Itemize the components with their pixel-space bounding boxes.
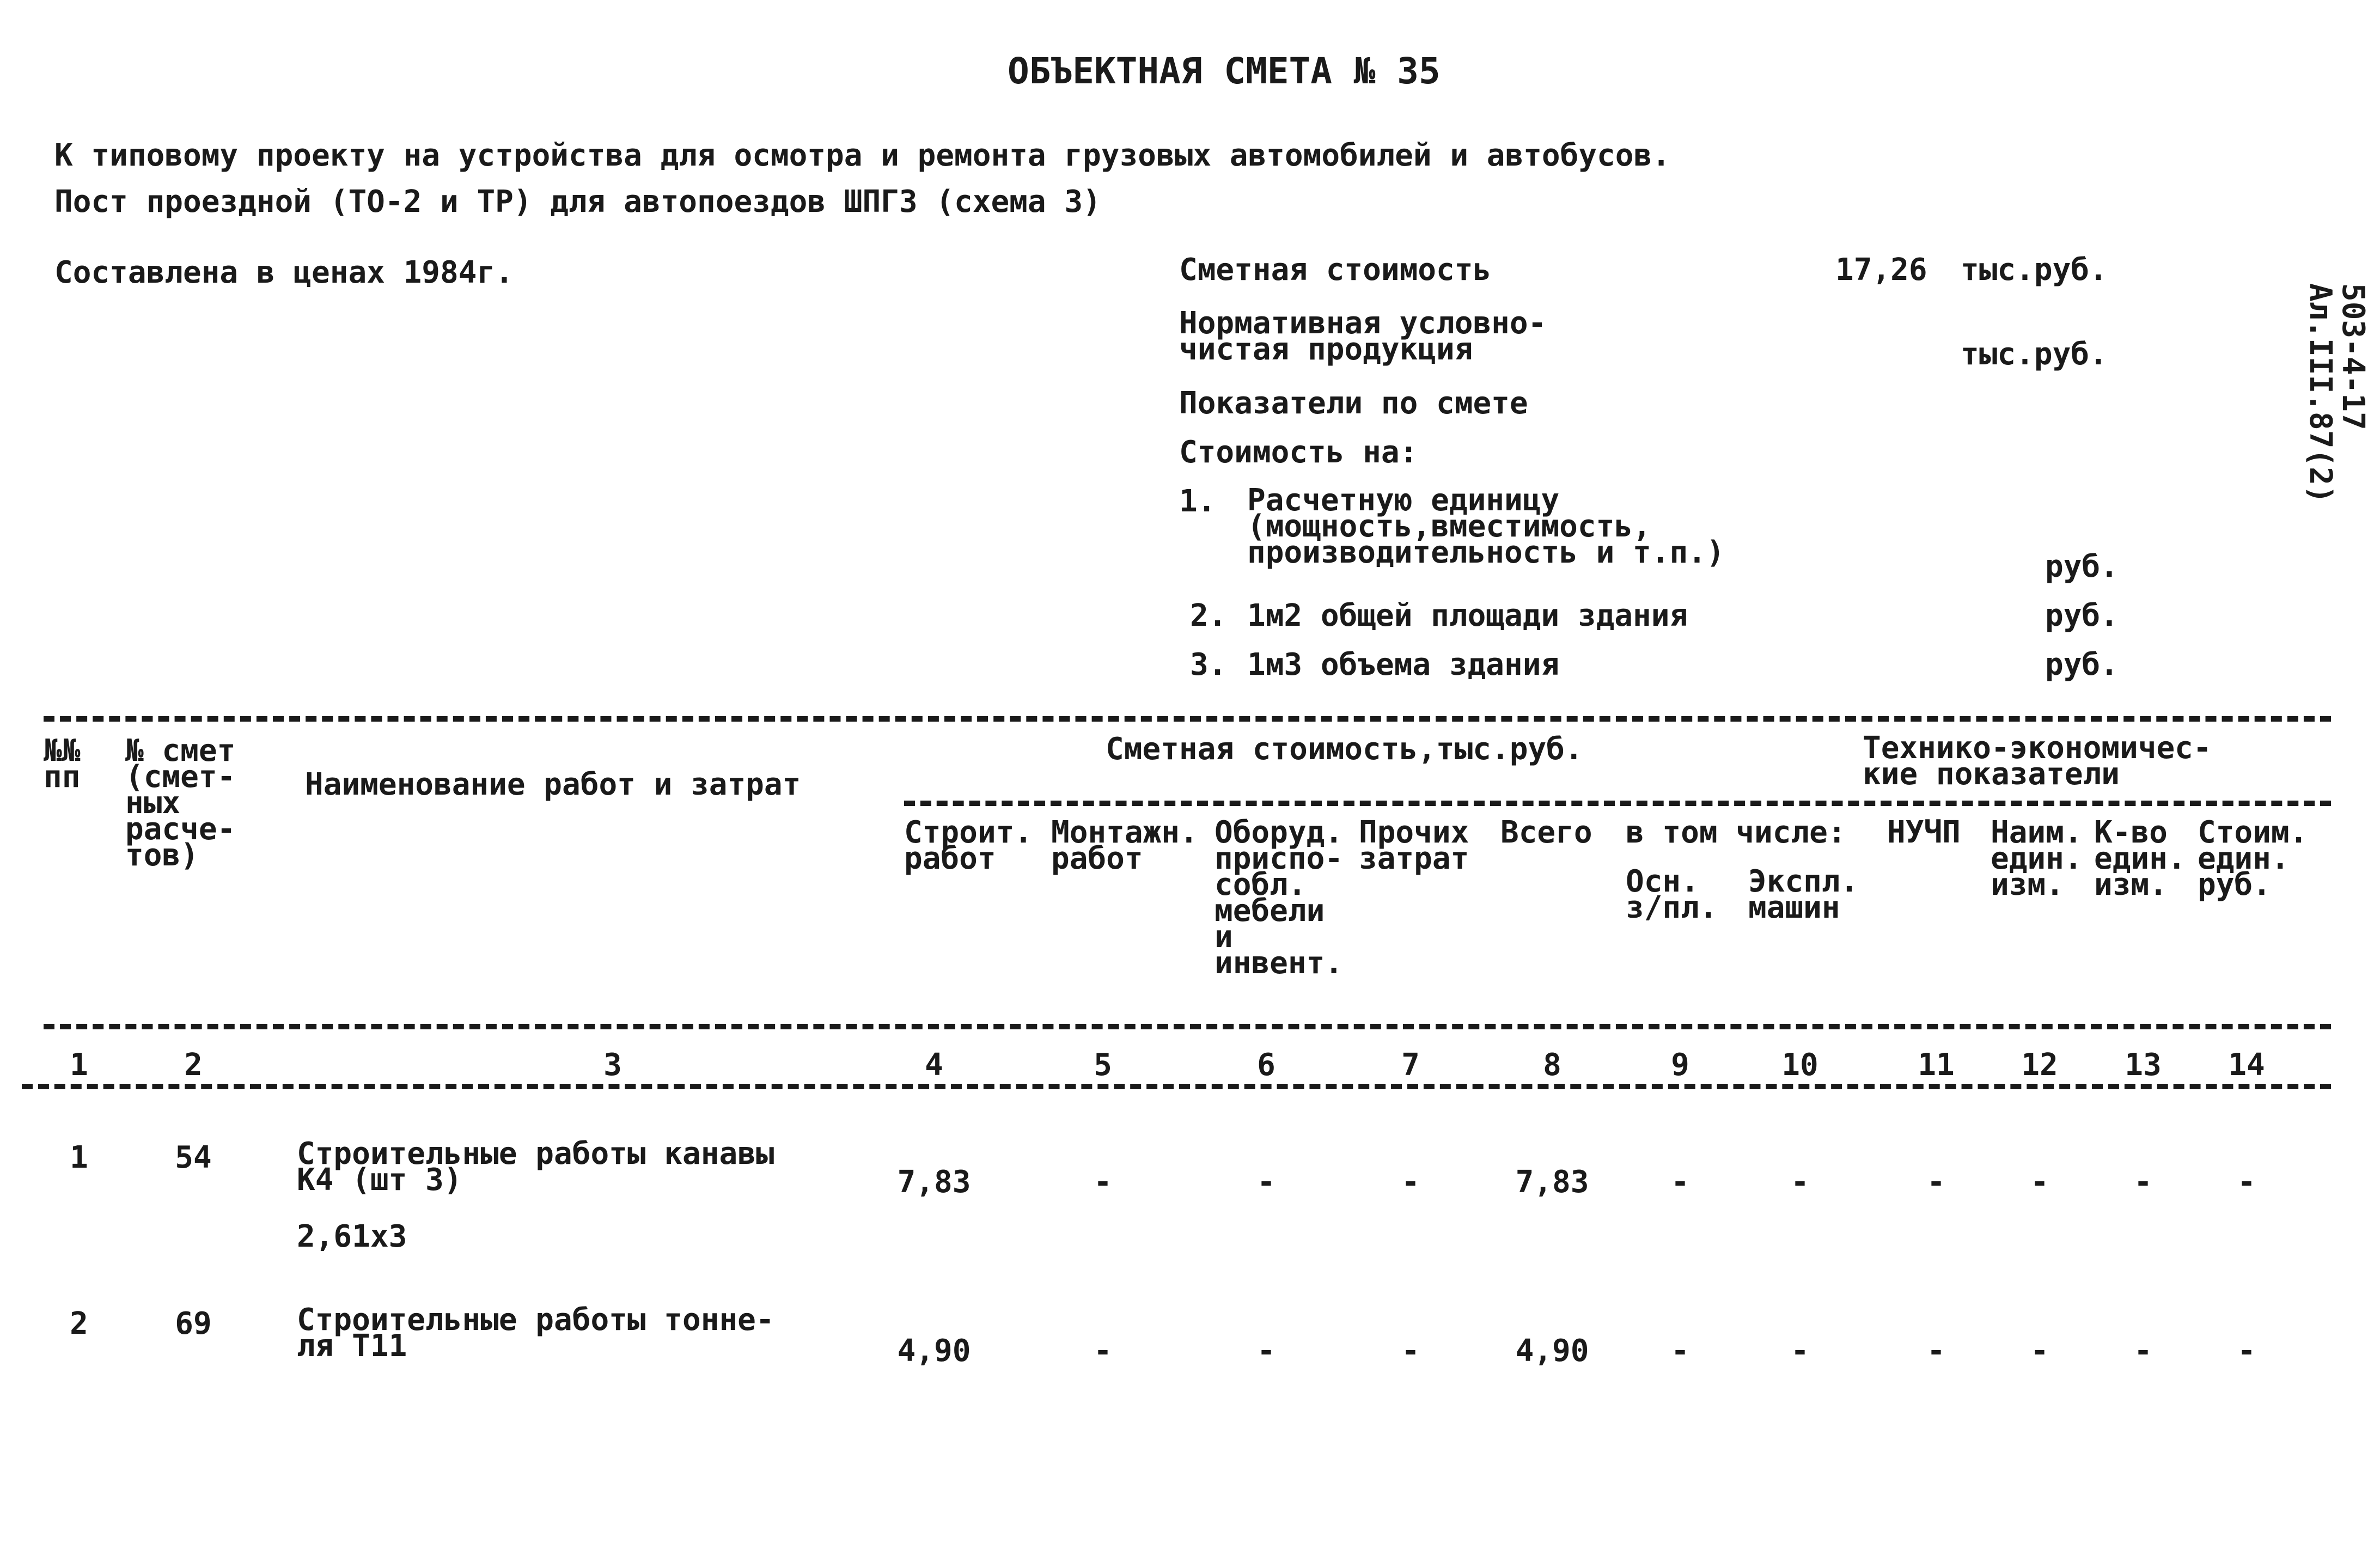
table-cell-unit-cost: - <box>2237 1164 2256 1200</box>
header-including: в том числе: <box>1626 815 1846 850</box>
item2-unit: руб. <box>2045 598 2119 633</box>
estimate-cost-label: Сметная стоимость <box>1179 252 1492 288</box>
table-cell-installation: - <box>1094 1164 1112 1200</box>
header-unit-cost: Стоим. един. руб. <box>2198 815 2308 902</box>
column-number: 8 <box>1543 1047 1561 1083</box>
column-number: 2 <box>184 1047 203 1083</box>
table-cell-equipment: - <box>1257 1164 1276 1200</box>
estimate-cost-unit: тыс.руб. <box>1961 252 2108 288</box>
item1-number: 1. <box>1179 484 1216 519</box>
header-nuchp: НУЧП <box>1887 815 1961 850</box>
normative-label: Нормативная условно- чистая продукция <box>1179 306 1547 367</box>
column-number: 5 <box>1094 1047 1112 1083</box>
header-estimate-number: № смет (смет- ных расче- тов) <box>125 733 236 873</box>
table-cell-other: - <box>1401 1164 1420 1200</box>
column-number: 11 <box>1918 1047 1955 1083</box>
column-number: 6 <box>1257 1047 1276 1083</box>
header-machine-operation: Экспл. машин <box>1748 864 1859 925</box>
prices-year: Составлена в ценах 1984г. <box>54 255 514 290</box>
item3-number: 3. <box>1190 647 1227 682</box>
table-cell-unit-name: - <box>2030 1164 2049 1200</box>
table-cell-unit-name: - <box>2030 1333 2049 1369</box>
header-group-rule <box>904 801 2331 806</box>
header-work-name: Наименование работ и затрат <box>305 767 801 802</box>
table-cell-machines: - <box>1791 1333 1809 1369</box>
numbering-rule <box>22 1084 2331 1089</box>
column-number: 3 <box>603 1047 622 1083</box>
table-cell-equipment: - <box>1257 1333 1276 1369</box>
column-number: 9 <box>1671 1047 1689 1083</box>
header-bottom-rule <box>44 1024 2331 1029</box>
table-cell-nuchp: - <box>1927 1164 1945 1200</box>
header-construction-work: Строит. работ <box>904 815 1033 876</box>
normative-unit: тыс.руб. <box>1961 337 2108 372</box>
header-cost-group: Сметная стоимость,тыс.руб. <box>1106 731 1583 767</box>
column-number: 13 <box>2125 1047 2162 1083</box>
header-total: Всего <box>1500 815 1592 850</box>
table-cell-unit-quantity: - <box>2134 1333 2152 1369</box>
column-number: 4 <box>925 1047 943 1083</box>
table-row-estimate: 69 <box>175 1306 212 1341</box>
table-cell-construction: 4,90 <box>897 1333 971 1369</box>
header-row-number: №№ пп <box>44 733 81 795</box>
document-title: ОБЪЕКТНАЯ СМЕТА № 35 <box>1008 50 1441 92</box>
post-description: Пост проездной (ТО-2 и ТР) для автопоездов ШПГЗ (схема 3) <box>54 184 1101 219</box>
indicators-label: Показатели по смете <box>1179 386 1528 421</box>
column-number: 14 <box>2228 1047 2265 1083</box>
table-row-name: Строительные работы канавы К4 (шт 3) <box>297 1136 774 1198</box>
item2-number: 2. <box>1190 598 1227 633</box>
header-base-wages: Осн. з/пл. <box>1626 864 1718 925</box>
table-row-estimate: 54 <box>175 1140 212 1175</box>
column-number: 10 <box>1781 1047 1818 1083</box>
table-top-rule <box>44 716 2331 722</box>
header-equipment: Оборуд. приспо- собл. мебели и инвент. <box>1215 815 1344 981</box>
table-cell-total: 7,83 <box>1515 1164 1589 1200</box>
table-row-number: 1 <box>70 1140 88 1175</box>
column-number: 12 <box>2021 1047 2058 1083</box>
table-cell-other: - <box>1401 1333 1420 1369</box>
table-cell-installation: - <box>1094 1333 1112 1369</box>
table-row-name: Строительные работы тонне- ля Т11 <box>297 1302 774 1364</box>
estimate-cost-value: 17,26 <box>1835 252 1927 288</box>
item3-unit: руб. <box>2045 647 2119 682</box>
table-cell-wages: - <box>1671 1164 1689 1200</box>
item2-text: 1м2 общей площади здания <box>1247 598 1688 633</box>
table-cell-total: 4,90 <box>1515 1333 1589 1369</box>
table-cell-wages: - <box>1671 1333 1689 1369</box>
table-row-name-extra: 2,61х3 <box>297 1219 407 1254</box>
item1-text: Расчетную единицу (мощность,вместимость, производительность и т.п.) <box>1247 483 1725 570</box>
header-unit-name: Наим. един. изм. <box>1991 815 2083 902</box>
table-cell-unit-cost: - <box>2237 1333 2256 1369</box>
header-unit-quantity: К-во един. изм. <box>2094 815 2186 902</box>
project-description: К типовому проекту на устройства для осмотра и ремонта грузовых автомобилей и автобусов. <box>54 138 1670 173</box>
document-stamp: 503-4-17 Ал.III.87(2) <box>2303 283 2371 504</box>
header-tech-group: Технико-экономичес- кие показатели <box>1863 730 2212 792</box>
item1-unit: руб. <box>2045 549 2119 584</box>
cost-on-label: Стоимость на: <box>1179 435 1418 470</box>
table-cell-construction: 7,83 <box>897 1164 971 1200</box>
table-cell-machines: - <box>1791 1164 1809 1200</box>
header-other-costs: Прочих затрат <box>1359 815 1469 876</box>
table-cell-unit-quantity: - <box>2134 1164 2152 1200</box>
column-number: 7 <box>1401 1047 1420 1083</box>
table-row-number: 2 <box>70 1306 88 1341</box>
header-installation-work: Монтажн. работ <box>1051 815 1198 876</box>
column-number: 1 <box>70 1047 88 1083</box>
table-cell-nuchp: - <box>1927 1333 1945 1369</box>
item3-text: 1м3 объема здания <box>1247 647 1560 682</box>
